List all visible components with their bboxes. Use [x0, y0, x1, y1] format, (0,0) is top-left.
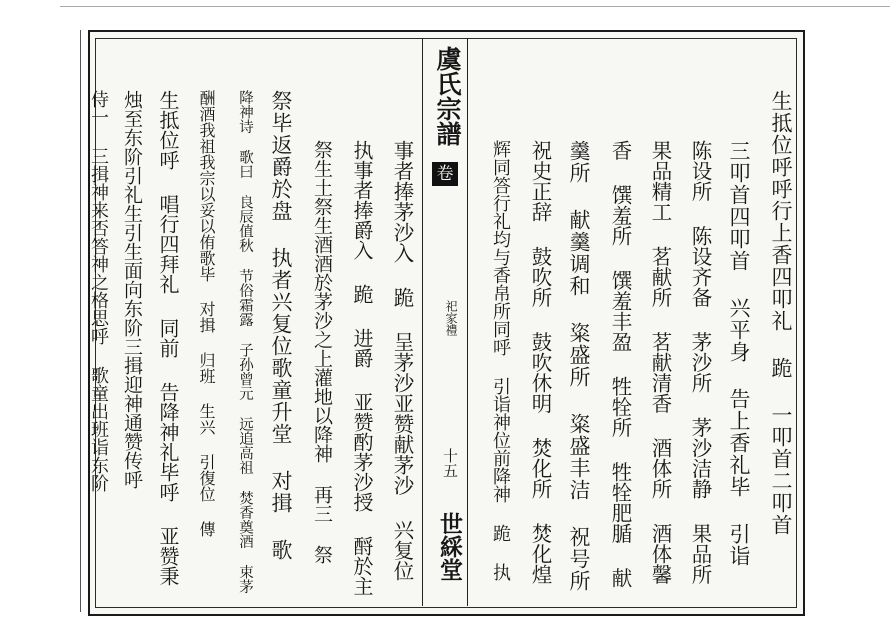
outer-rule: [80, 30, 81, 612]
text-column-l3: 祭生土祭生酒酒於茅沙之上灌地以降神 再三 祭: [311, 140, 333, 564]
text-column-l4: 祭毕返爵於盘 执者兴复位歌童升堂 对揖 歌: [269, 90, 293, 561]
volume-mark: 卷: [432, 162, 458, 186]
text-column-l9: 侍一 三揖神来否答神之格思呼 歌童出班诣东阶: [88, 90, 109, 492]
text-column-r4: 果品精工 茗献所 茗献清香 酒体所 酒体馨: [648, 140, 672, 585]
page-number: 十五: [441, 448, 459, 478]
text-column-l2: 执事者捧爵入 跪 进爵 亚赞酌茅沙授 酹於主: [350, 140, 374, 596]
text-column-l8: 烛至东阶引礼生引生面向东阶三揖迎神通赞传呼: [121, 90, 143, 489]
text-column-l6: 酬酒我祖我宗以妥以侑歌毕 对揖 归班 生兴 引復位 傳: [197, 90, 216, 537]
text-column-l5: 降神诗 歌曰 良辰值秋 节俗霜露 子孙曾元 远追高祖 焚香奠酒 束茅: [237, 90, 253, 594]
section-title: 祀家禮: [444, 300, 458, 336]
text-column-l7: 生抵位呼 唱行四拜礼 同前 告降神礼毕呼 亚赞秉: [156, 90, 180, 586]
text-column-r1: 生抵位呼呼行上香四叩礼 跪 一叩首二叩首: [769, 90, 793, 536]
text-column-r7: 祝史正辞 鼓吹所 鼓吹休明 焚化所 焚化煌: [528, 140, 552, 585]
page-edge: [60, 6, 890, 7]
text-column-r6: 羹所 献羹调和 粢盛所 粢盛丰洁 祝号所: [567, 140, 591, 592]
text-column-r2: 三叩首四叩首 兴平身 告上香礼毕 引诣: [727, 140, 751, 567]
hall-name: 世綵堂: [436, 512, 463, 581]
text-column-l1: 事者捧茅沙入 跪 呈茅沙亚赞献茅沙 兴复位: [390, 140, 414, 581]
text-column-r5: 香 馔羞所 馔羞丰盈 牲牷所 牲牷肥腯 献: [608, 140, 632, 588]
book-title: 虞氏宗譜: [433, 46, 462, 146]
text-column-r3: 陈设所 陈设齐备 茅沙所 茅沙洁静 果品所: [688, 140, 712, 585]
text-column-r8: 辉同答行礼均与香帛所同呼 引诣神位前降神 跪 执: [490, 140, 511, 581]
